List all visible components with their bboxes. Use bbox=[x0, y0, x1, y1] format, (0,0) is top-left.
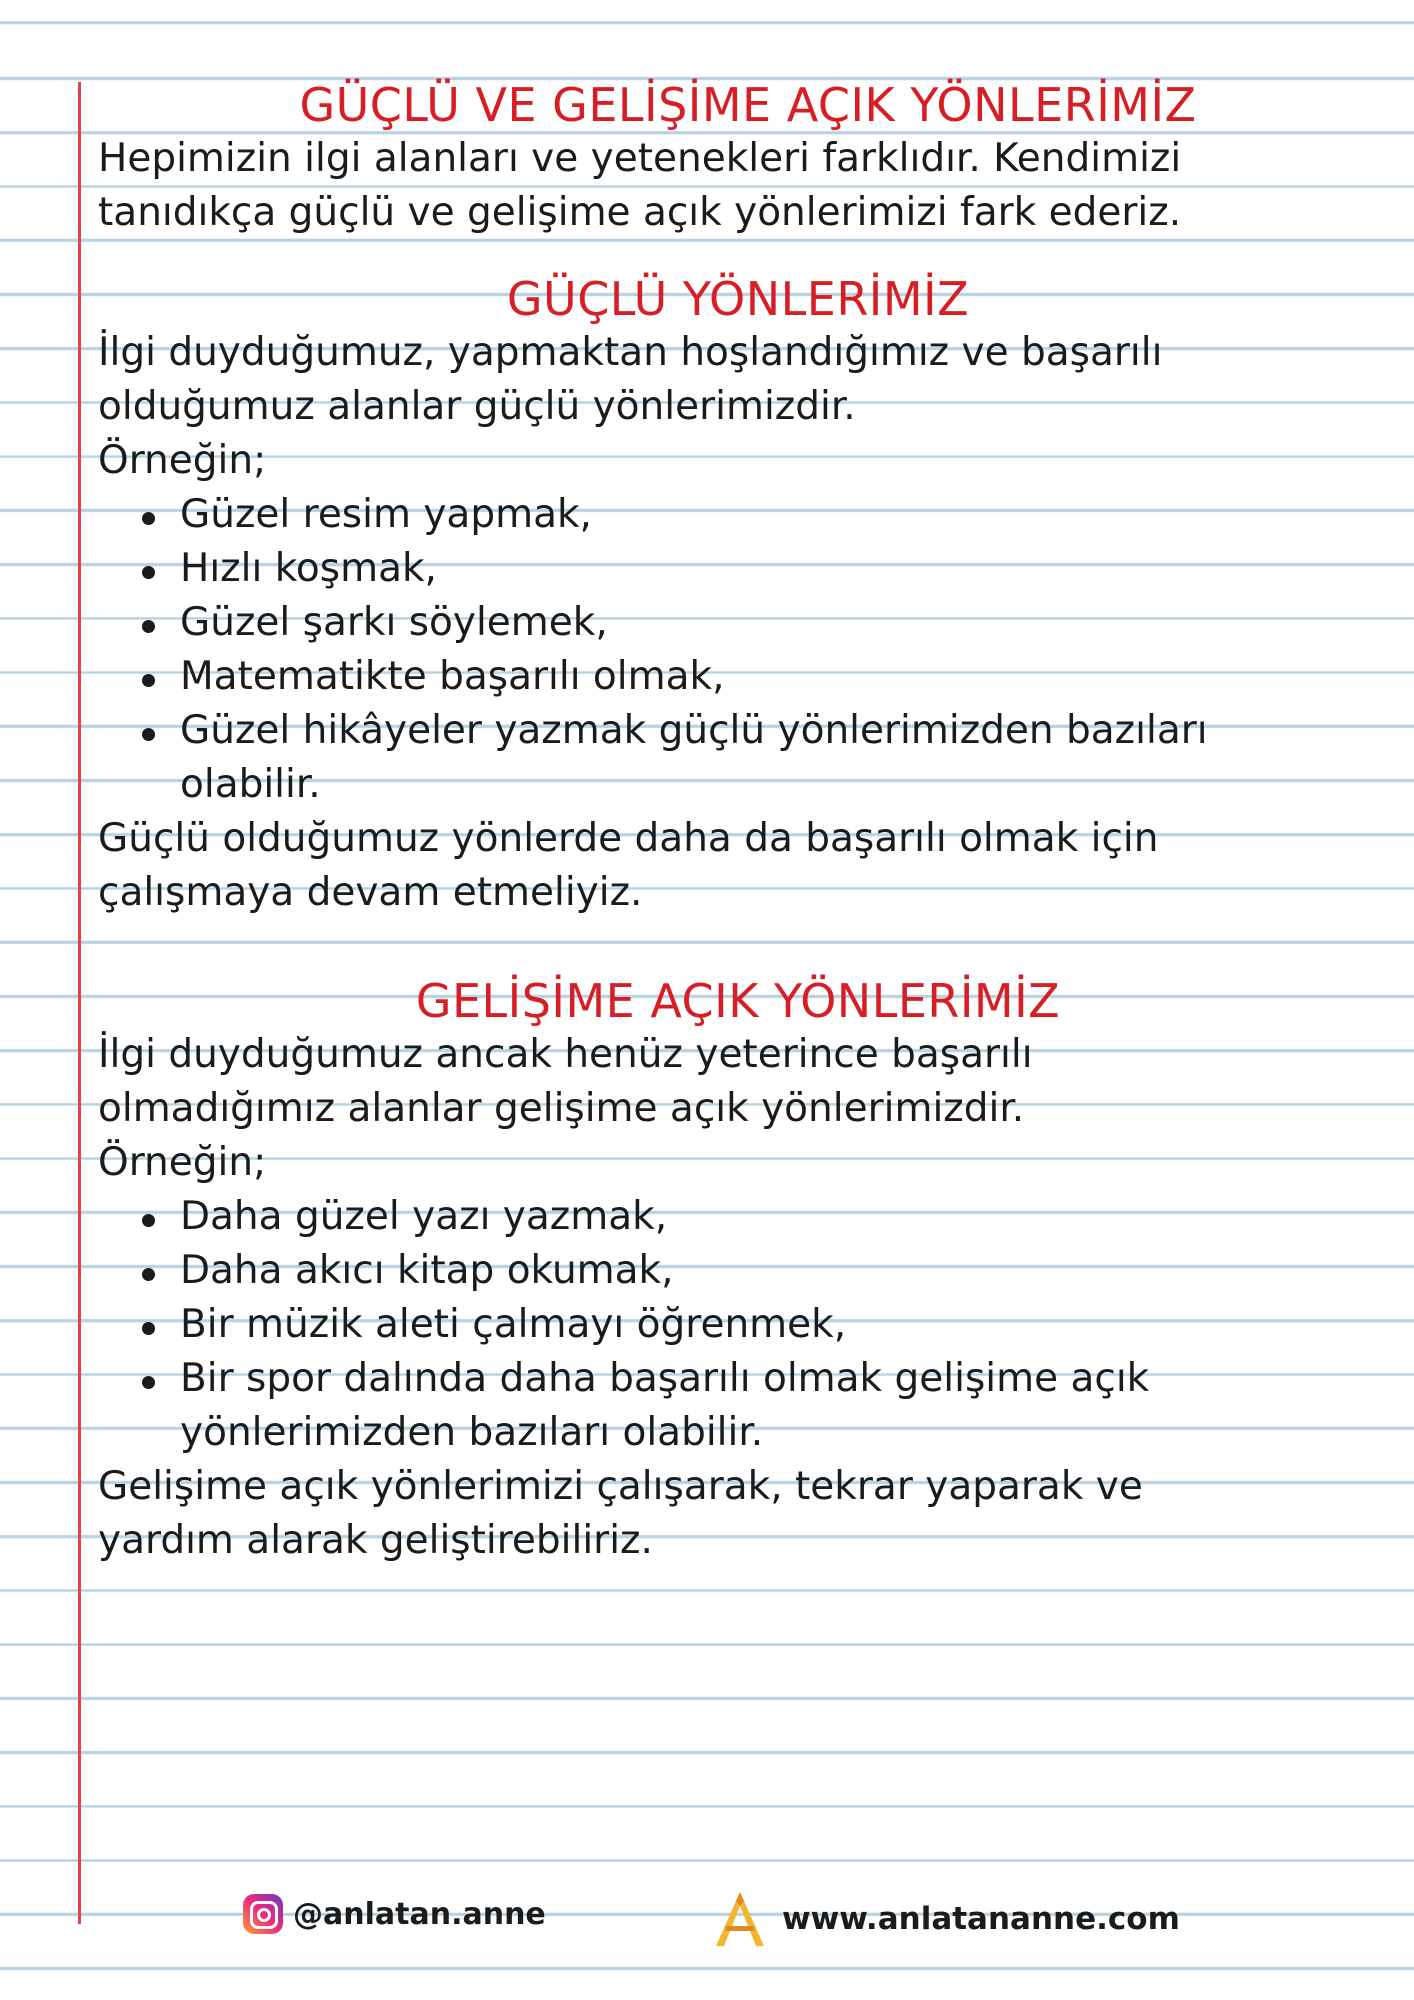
development-definition-line-2: olmadığımız alanlar gelişime açık yönlerimizdir. bbox=[98, 1086, 1025, 1131]
strong-heading: GÜÇLÜ YÖNLERİMİZ bbox=[506, 272, 970, 326]
development-example-label: Örneğin; bbox=[98, 1140, 267, 1185]
list-item: Güzel resim yapmak, bbox=[180, 488, 1338, 542]
list-item: Güzel şarkı söylemek, bbox=[180, 596, 1338, 650]
intro-line-1: Hepimizin ilgi alanları ve yetenekleri farklıdır. Kendimizi bbox=[98, 136, 1182, 181]
bullet-icon bbox=[142, 566, 155, 579]
website-link[interactable] bbox=[712, 1890, 1180, 1948]
list-item: Daha güzel yazı yazmak, bbox=[180, 1190, 1338, 1244]
strong-definition-line-2: olduğumuz alanlar güçlü yönlerimizdir. bbox=[98, 384, 856, 429]
notebook-margin-line bbox=[78, 82, 81, 1924]
strong-examples-list bbox=[98, 488, 1338, 812]
page-title: GÜÇLÜ VE GELİŞİME AÇIK YÖNLERİMİZ bbox=[299, 78, 1197, 132]
letter-a-logo-icon bbox=[712, 1890, 768, 1948]
bullet-icon bbox=[142, 512, 155, 525]
strong-conclusion-line-1: Güçlü olduğumuz yönlerde daha da başarılı olmak için bbox=[98, 816, 1159, 861]
bullet-icon bbox=[142, 1376, 155, 1389]
list-item: Daha akıcı kitap okumak, bbox=[180, 1244, 1338, 1298]
list-item: Bir müzik aleti çalmayı öğrenmek, bbox=[180, 1298, 1338, 1352]
bullet-icon bbox=[142, 674, 155, 687]
development-section bbox=[98, 974, 1338, 1568]
strong-section bbox=[98, 272, 1338, 920]
intro-line-2: tanıdıkça güçlü ve gelişime açık yönlerimizi fark ederiz. bbox=[98, 190, 1182, 235]
bullet-icon bbox=[142, 1322, 155, 1335]
website-url: www.anlatananne.com bbox=[782, 1901, 1180, 1937]
bullet-icon bbox=[142, 620, 155, 633]
development-conclusion-line-2: yardım alarak geliştirebiliriz. bbox=[98, 1518, 653, 1563]
worksheet-content bbox=[98, 78, 1338, 1568]
strong-example-label: Örneğin; bbox=[98, 438, 267, 483]
list-item: Hızlı koşmak, bbox=[180, 542, 1338, 596]
strong-definition-line-1: İlgi duyduğumuz, yapmaktan hoşlandığımız ve başarılı bbox=[98, 330, 1163, 375]
footer bbox=[0, 1890, 1414, 1950]
list-item: Matematikte başarılı olmak, bbox=[180, 650, 1338, 704]
instagram-icon bbox=[243, 1894, 283, 1934]
bullet-icon bbox=[142, 728, 155, 741]
bullet-icon bbox=[142, 1268, 155, 1281]
strong-conclusion-line-2: çalışmaya devam etmeliyiz. bbox=[98, 870, 643, 915]
development-definition-line-1: İlgi duyduğumuz ancak henüz yeterince başarılı bbox=[98, 1032, 1033, 1077]
development-heading: GELİŞİME AÇIK YÖNLERİMİZ bbox=[415, 974, 1061, 1028]
bullet-icon bbox=[142, 1214, 155, 1227]
development-conclusion-line-1: Gelişime açık yönlerimizi çalışarak, tekrar yaparak ve bbox=[98, 1464, 1143, 1509]
instagram-link[interactable] bbox=[243, 1894, 546, 1934]
development-examples-list bbox=[98, 1190, 1338, 1460]
list-item: Güzel hikâyeler yazmak güçlü yönlerimizden bazıları olabilir. bbox=[180, 704, 1338, 812]
instagram-handle: @anlatan.anne bbox=[293, 1896, 546, 1932]
list-item: Bir spor dalında daha başarılı olmak gelişime açık yönlerimizden bazıları olabilir. bbox=[180, 1352, 1338, 1460]
